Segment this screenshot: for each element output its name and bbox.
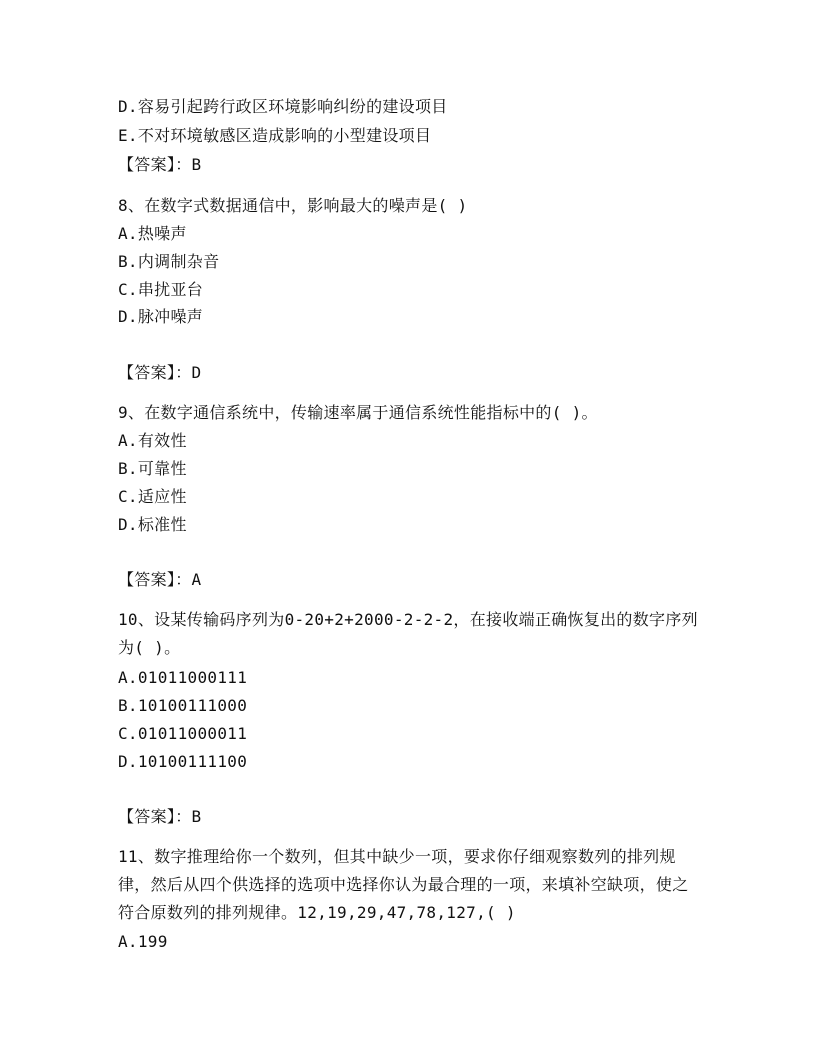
q9-question: 9、在数字通信系统中，传输速率属于通信系统性能指标中的( )。 — [118, 403, 598, 422]
q9-option-d: D.标准性 — [118, 515, 187, 534]
q10-answer: 【答案】：B — [118, 807, 202, 826]
q8-option-b: B.内调制杂音 — [118, 252, 220, 271]
q11-question: 11、数字推理给你一个数列，但其中缺少一项，要求你仔细观察数列的排列规律，然后从四个供选择的选项中选择你认为最合理的一项，来填补空缺项，使之符合原数列的排列规律。12,19,29,47,78,127,( ) — [118, 847, 689, 922]
q10-question: 10、设某传输码序列为0-20+2+2000-2-2-2，在接收端正确恢复出的数字序列为( )。 — [118, 610, 698, 657]
q9-option-a: A.有效性 — [118, 431, 187, 450]
q10-option-c: C.01011000011 — [118, 724, 248, 743]
q7-option-e: E.不对环境敏感区造成影响的小型建设项目 — [118, 126, 432, 145]
q8-answer: 【答案】：D — [118, 363, 202, 382]
q7-option-d: D.容易引起跨行政区环境影响纠纷的建设项目 — [118, 97, 448, 116]
q8-question: 8、在数字式数据通信中，影响最大的噪声是( ) — [118, 196, 468, 215]
q8-option-a: A.热噪声 — [118, 224, 187, 243]
q9-option-c: C.适应性 — [118, 487, 187, 506]
q7-answer: 【答案】：B — [118, 155, 202, 174]
q9-answer: 【答案】：A — [118, 570, 202, 589]
q8-option-c: C.串扰亚台 — [118, 280, 204, 299]
q11-option-a: A.199 — [118, 932, 168, 951]
q10-option-d: D.10100111100 — [118, 752, 248, 771]
q9-option-b: B.可靠性 — [118, 459, 187, 478]
q10-option-b: B.10100111000 — [118, 696, 248, 715]
q8-option-d: D.脉冲噪声 — [118, 307, 204, 326]
q10-option-a: A.01011000111 — [118, 668, 248, 687]
